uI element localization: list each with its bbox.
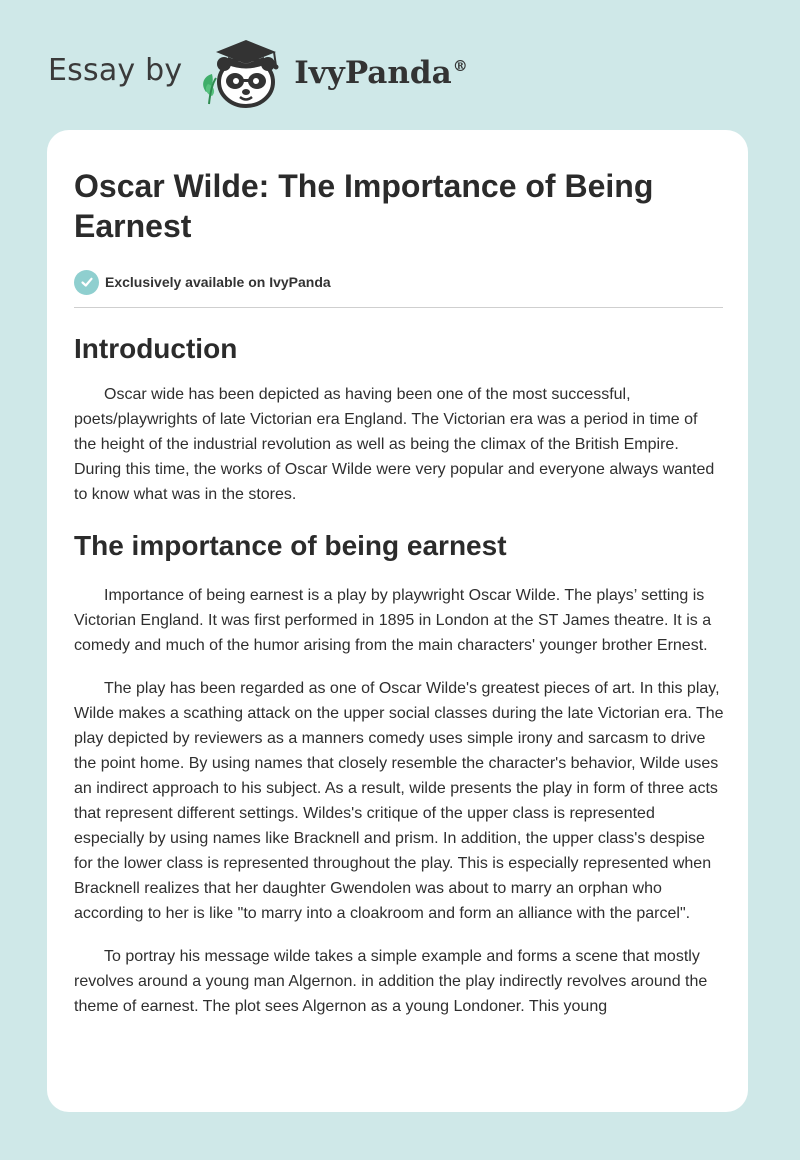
paragraph: The play has been regarded as one of Oscar Wilde's greatest pieces of art. In this play, Wilde makes a scathing attack on the upper social classes during the late Victorian era. The play depicted by reviewers as a manners comedy uses simple irony and sarcasm to drive the point home. By using names that closely resemble the character's behavior, Wilde uses an indirect approach to his subject. As a result, wilde presents the play in form of three acts that represent different settings. Wildes's critique of the upper class is represented especially by using names like Bracknell and prism. In addition, the upper class's despise for the lower class is represented throughout the play. This is especially represented when Bracknell realizes that her daughter Gwendolen was about to marry an orphan who according to her is like "to marry into a cloakroom and form an alliance with the parcel". [74,680,724,922]
panda-graduate-icon [196,34,286,110]
check-icon [74,270,99,295]
paragraph: To portray his message wilde takes a simple example and forms a scene that mostly revolves around a young man Algernon. in addition the play indirectly revolves around the theme of earnest. The plot sees Algernon as a young Londoner. This young [74,948,708,1015]
registered-mark: ® [452,57,468,75]
essay-title: Oscar Wilde: The Importance of Being Earnest [74,168,654,244]
essay-content [74,166,724,1019]
site-header [48,34,468,110]
exclusive-label: Exclusively available on IvyPanda [105,274,331,290]
paragraph: Importance of being earnest is a play by playwright Oscar Wilde. The plays’ setting is Victorian England. It was first performed in 1895 in London at the ST James theatre. It is a comedy and much of the humor arising from the main characters' younger brother Ernest. [74,587,712,654]
brand-name: IvyPanda® [294,55,468,91]
paragraph: Oscar wide has been depicted as having been one of the most successful, poets/playwrights of late Victorian era England. The Victorian era was a period in time of the height of the industrial revolution as well as being the climax of the British Empire. During this time, the works of Oscar Wilde were very popular and everyone always wanted to know what was in the stores. [74,386,715,503]
divider [74,307,723,308]
essay-by-label: Essay by [48,52,183,88]
essay-card [47,130,748,1112]
section-heading-introduction: Introduction [74,333,238,364]
exclusive-notice [74,269,724,295]
section-heading-importance: The importance of being earnest [74,530,507,561]
